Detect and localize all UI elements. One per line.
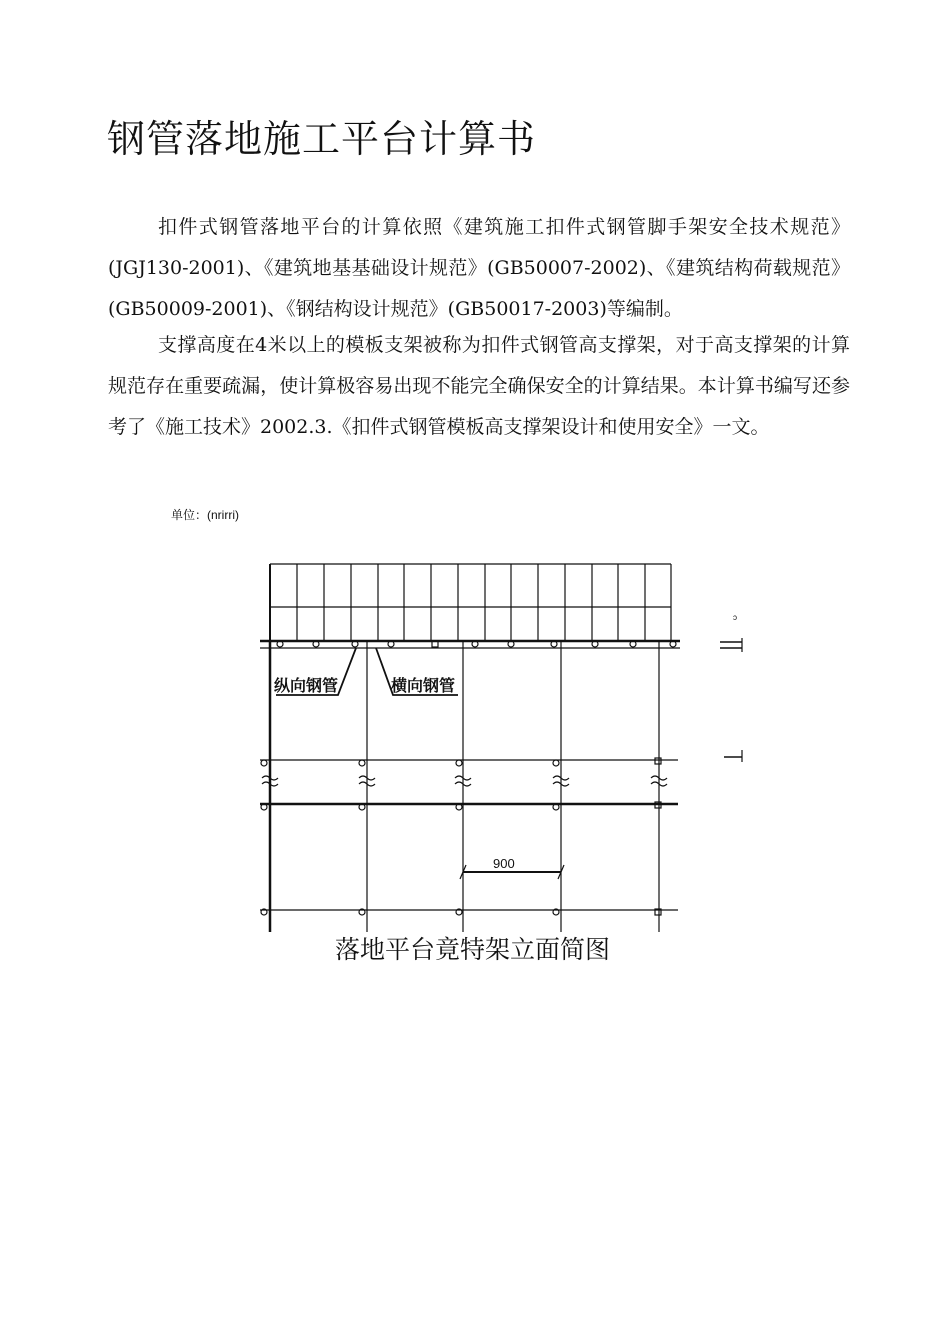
coupler-mark [359, 760, 365, 766]
document-title: 钢管落地施工平台计算书 [107, 117, 537, 161]
paragraph-scope: 支撑高度在4米以上的模板支架被称为扣件式钢管高支撑架，对于高支撑架的计算规范存在重要疏漏，使计算极容易出现不能完全确保安全的计算结果。本计算书编写还参考了《施工技术》2002.3.《扣件式钢管模板高支撑架设计和使用安全》一文。 [108, 334, 850, 438]
coupler-mark [553, 760, 559, 766]
scaffold-elevation-diagram [250, 552, 750, 937]
coupler-mark [655, 758, 661, 764]
dimension-label: 900 [493, 856, 515, 871]
side-mark-label: ɔ [733, 613, 737, 622]
label-transverse-tube: 横向钢管 [391, 678, 456, 695]
label-longitudinal-tube: 纵向钢管 [274, 678, 339, 695]
paragraph-basis: 扣件式钢管落地平台的计算依照《建筑施工扣件式钢管脚手架安全技术规范》(JGJ130-2001)、《建筑地基基础设计规范》(GB50007-2002)、《建筑结构荷载规范》(GB50009-2001)、《钢结构设计规范》(GB50017-2003)等编制。 [108, 216, 850, 320]
coupler-mark [261, 760, 267, 766]
unit-label: 单位：(nrirri) [171, 508, 239, 522]
figure-caption: 落地平台竟特架立面简图 [335, 935, 611, 964]
coupler-mark [456, 760, 462, 766]
